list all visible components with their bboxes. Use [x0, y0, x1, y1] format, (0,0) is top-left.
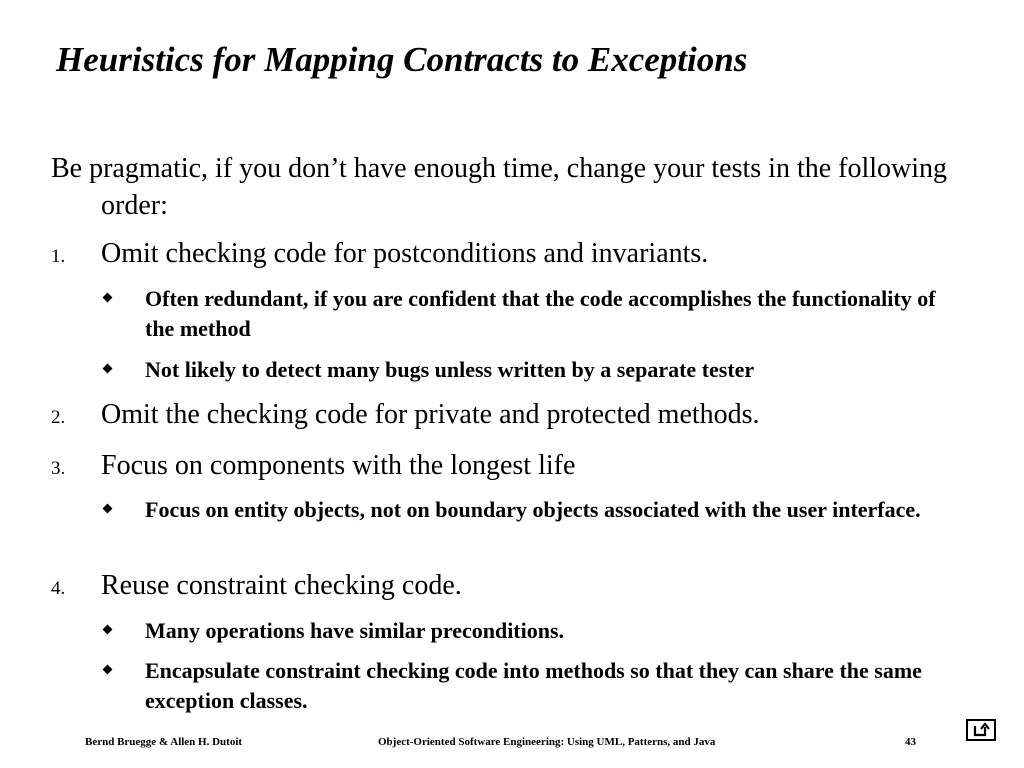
return-arrow-icon	[970, 722, 992, 738]
item-text: Omit checking code for postconditions and invariants.	[101, 238, 709, 269]
item-text: Reuse constraint checking code.	[101, 570, 462, 601]
sub-bullet-text: Focus on entity objects, not on boundary objects associated with the user interface.	[145, 497, 921, 522]
sub-bullet-text: Often redundant, if you are confident that the code accomplishes the functionality of the method	[145, 286, 936, 341]
sub-bullet-4-1	[100, 616, 950, 646]
diamond-bullet-icon	[103, 657, 112, 666]
item-text: Omit the checking code for private and protected methods.	[101, 399, 760, 430]
sub-bullet-text: Not likely to detect many bugs unless written by a separate tester	[145, 357, 755, 382]
slide-title: Heuristics for Mapping Contracts to Exceptions	[56, 40, 748, 79]
footer-authors: Bernd Bruegge & Allen H. Dutoit	[85, 736, 243, 748]
item-number: 3.	[51, 458, 66, 479]
item-text: Focus on components with the longest life	[101, 450, 576, 481]
intro-text: Be pragmatic, if you don’t have enough time, change your tests in the following order:	[51, 153, 948, 221]
diamond-bullet-icon	[103, 496, 112, 505]
sub-bullet-text: Encapsulate constraint checking code into methods so that they can share the same exception classes.	[145, 658, 922, 713]
item-number: 2.	[51, 407, 66, 428]
return-button[interactable]	[966, 719, 996, 741]
sub-bullet-4-2	[100, 656, 950, 716]
footer-book-title: Object-Oriented Software Engineering: Using UML, Patterns, and Java	[378, 736, 716, 748]
sub-bullet-3-1	[100, 495, 950, 525]
sub-bullet-text: Many operations have similar preconditions.	[145, 618, 565, 643]
sub-bullet-1-2	[100, 355, 950, 385]
diamond-bullet-icon	[103, 617, 112, 626]
sub-bullet-1-1	[100, 284, 950, 344]
diamond-bullet-icon	[103, 285, 112, 294]
diamond-bullet-icon	[103, 356, 112, 365]
footer-page-number: 43	[905, 736, 916, 748]
item-number: 4.	[51, 578, 66, 599]
item-number: 1.	[51, 246, 66, 267]
